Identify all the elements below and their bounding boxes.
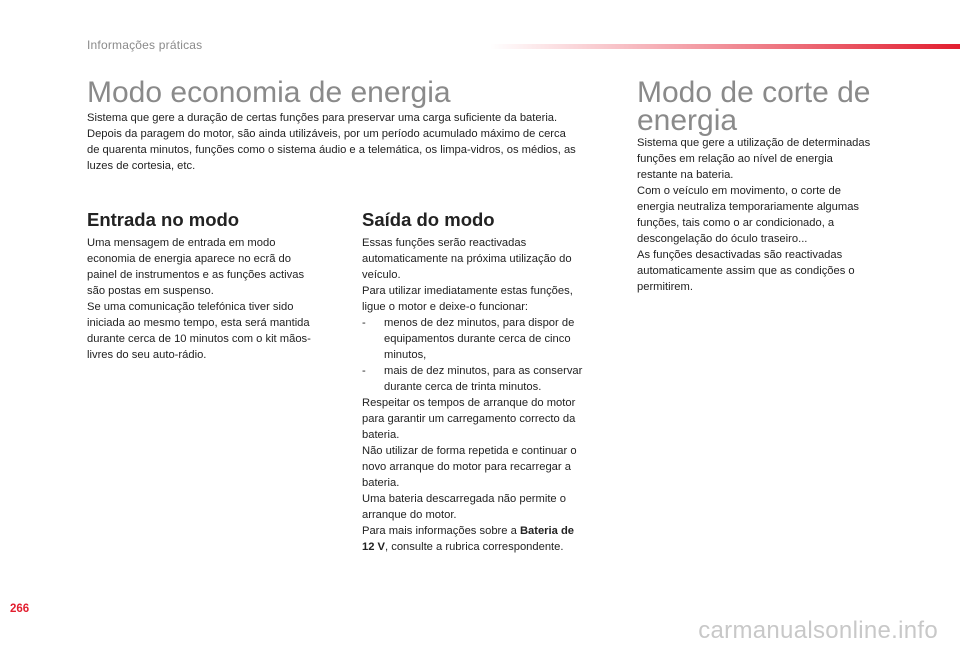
saida-line: bateria. <box>362 429 400 441</box>
page-title: Modo economia de energia <box>87 76 451 109</box>
intro-line: luzes de cortesia, etc. <box>87 160 196 172</box>
saida-line: Para utilizar imediatamente estas funções, <box>362 285 573 297</box>
saida-line: arranque do motor. <box>362 509 457 521</box>
list-item-line: minutos, <box>384 349 427 361</box>
list-item-line: mais de dez minutos, para as conservar <box>384 365 583 377</box>
section-label: Informações práticas <box>87 38 203 52</box>
saida-line: novo arranque do motor para recarregar a <box>362 461 571 473</box>
intro-line: Depois da paragem do motor, são ainda utilizáveis, por um período acumulado máximo de cerca <box>87 128 566 140</box>
right-line: Sistema que gere a utilização de determinadas <box>637 137 871 149</box>
saida-line: Uma bateria descarregada não permite o <box>362 493 566 505</box>
saida-line: Não utilizar de forma repetida e continuar o <box>362 445 577 457</box>
right-line: As funções desactivadas são reactivadas <box>637 249 843 261</box>
intro-line: Sistema que gere a duração de certas funções para preservar uma carga suficiente da bateria. <box>87 112 558 124</box>
saida-line: automaticamente na próxima utilização do <box>362 253 572 265</box>
saida-line: veículo. <box>362 269 401 281</box>
right-title-line: energia <box>637 104 738 137</box>
reference-bold: 12 V <box>362 541 386 553</box>
entrada-paragraph <box>87 235 337 363</box>
saida-list-item <box>362 363 612 395</box>
saida-line: bateria. <box>362 477 400 489</box>
entrada-line: economia de energia aparece no ecrã do <box>87 253 292 265</box>
right-line: energia neutraliza temporariamente algumas <box>637 201 860 213</box>
header-accent-bar <box>490 44 960 49</box>
right-line: automaticamente assim que as condições o <box>637 265 855 277</box>
right-line: permitirem. <box>637 281 693 293</box>
reference-prefix: Para mais informações sobre a <box>362 525 520 537</box>
right-line: funções, tais como o ar condicionado, a <box>637 217 835 229</box>
saida-line: Essas funções serão reactivadas <box>362 237 527 249</box>
intro-line: de quarenta minutos, funções como o sistema áudio e a telemática, os limpa-vidros, os médios, as <box>87 144 576 156</box>
saida-paragraph <box>362 235 612 555</box>
reference-suffix: , consulte a rubrica correspondente. <box>385 541 564 553</box>
entrada-line: livres do seu auto-rádio. <box>87 349 207 361</box>
right-paragraph <box>637 135 907 295</box>
reference-bold: Bateria de <box>519 525 575 537</box>
entrada-line: são postas em suspenso. <box>87 285 214 297</box>
entrada-line: Uma mensagem de entrada em modo <box>87 237 276 249</box>
entrada-line: iniciada ao mesmo tempo, esta será mantida <box>87 317 310 329</box>
entrada-line: painel de instrumentos e as funções activas <box>87 269 305 281</box>
list-dash: - <box>362 365 366 377</box>
entrada-line: Se uma comunicação telefónica tiver sido <box>87 301 294 313</box>
watermark: carmanualsonline.info <box>698 617 938 644</box>
saida-line: Respeitar os tempos de arranque do motor <box>362 397 576 409</box>
right-line: descongelação do óculo traseiro... <box>637 233 808 245</box>
saida-line: para garantir um carregamento correcto da <box>362 413 576 425</box>
intro-paragraph <box>87 110 627 174</box>
saida-reference-line <box>362 539 612 555</box>
right-line: Com o veículo em movimento, o corte de <box>637 185 841 197</box>
list-item-line: equipamentos durante cerca de cinco <box>384 333 571 345</box>
right-line: restante na bateria. <box>637 169 734 181</box>
right-line: funções em relação ao nível de energia <box>637 153 833 165</box>
list-item-line: menos de dez minutos, para dispor de <box>384 317 575 329</box>
entrada-heading: Entrada no modo <box>87 209 240 230</box>
list-item-line: durante cerca de trinta minutos. <box>384 381 542 393</box>
saida-list-item <box>362 315 612 363</box>
entrada-line: durante cerca de 10 minutos com o kit mãos- <box>87 333 311 345</box>
right-title-line: Modo de corte de <box>637 76 871 109</box>
list-dash: - <box>362 317 366 329</box>
saida-reference-line <box>362 523 612 539</box>
saida-line: ligue o motor e deixe-o funcionar: <box>362 301 529 313</box>
saida-heading: Saída do modo <box>362 209 495 230</box>
page-number: 266 <box>10 603 30 615</box>
